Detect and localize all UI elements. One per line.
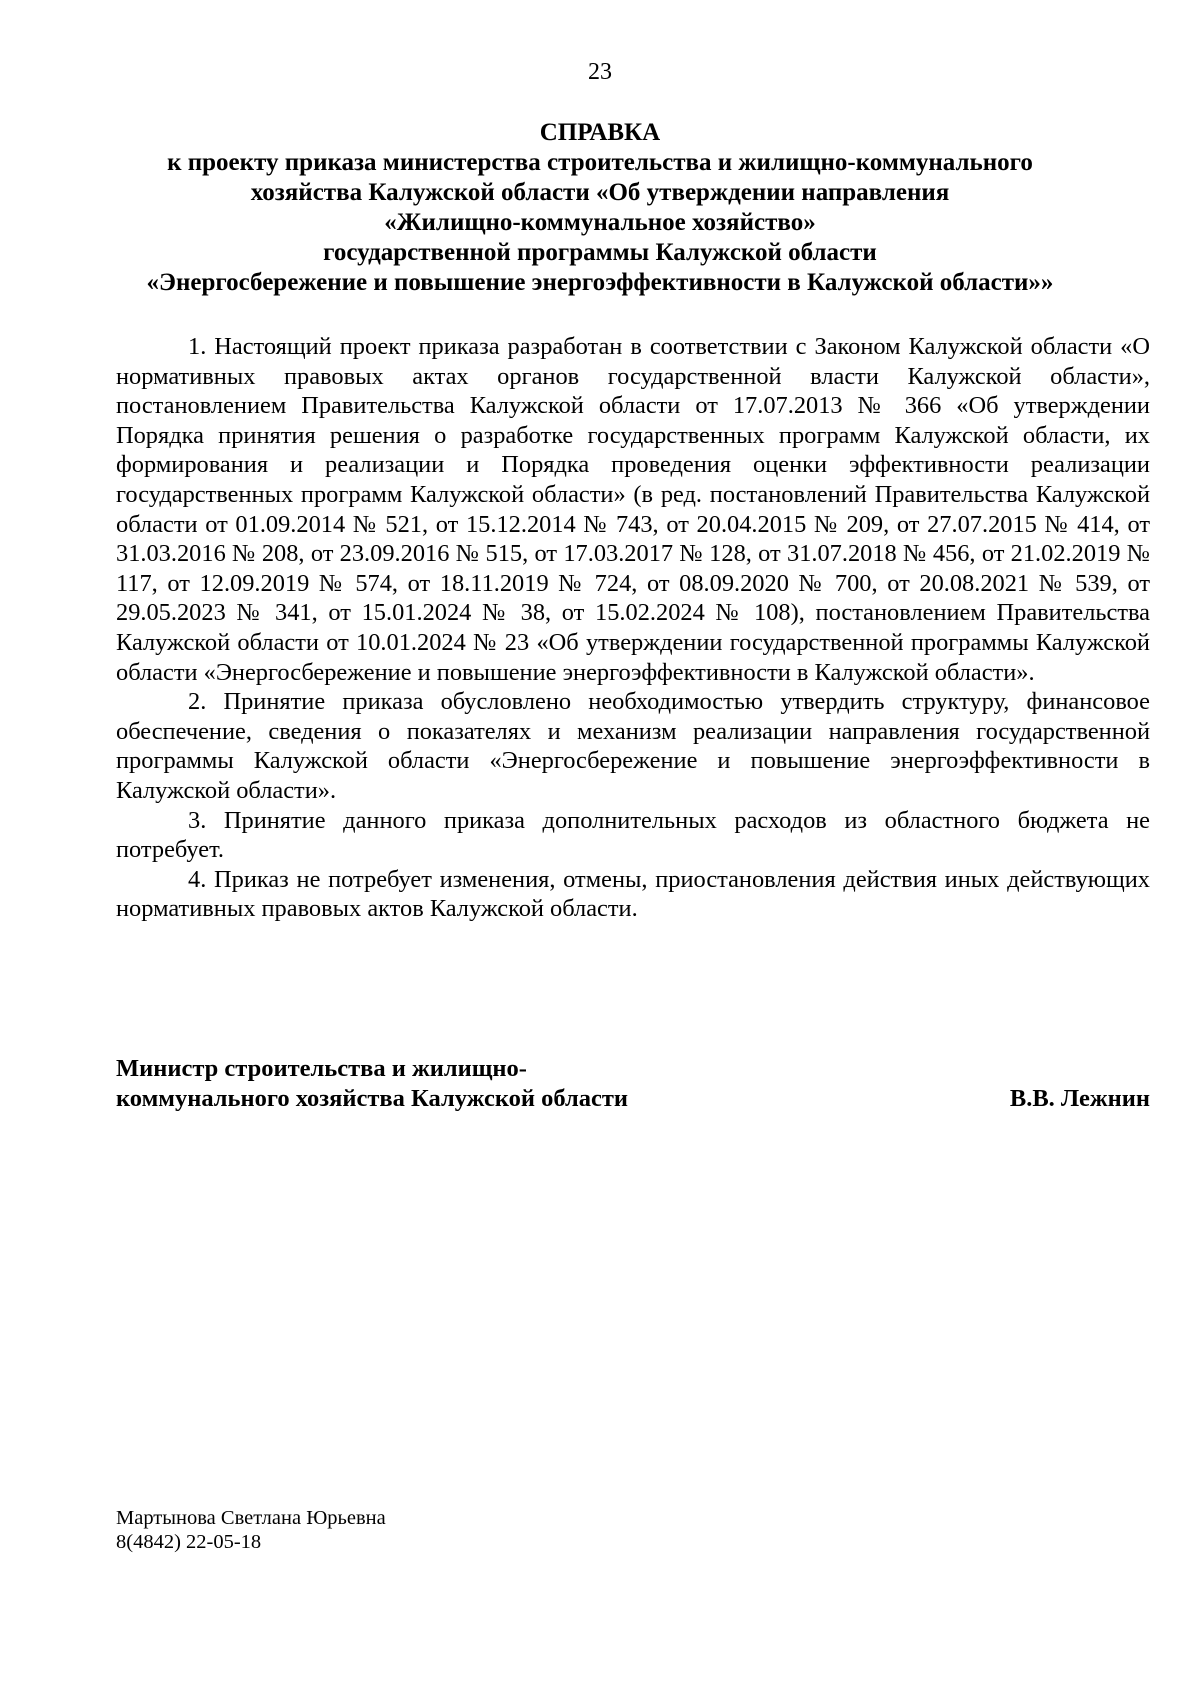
document-title: СПРАВКА	[539, 119, 661, 146]
page-number: 23	[588, 59, 612, 85]
subtitle-line-3: «Жилищно-коммунальное хозяйство»	[384, 209, 816, 236]
document-header	[100, 118, 1100, 298]
signer-name: В.В. Лежнин	[1009, 1084, 1150, 1112]
signature-block	[116, 1054, 1150, 1113]
paragraph-3: 3. Принятие данного приказа дополнительных расходов из областного бюджета не потребует.	[116, 806, 1150, 864]
paragraph-4: 4. Приказ не потребует изменения, отмены, приостановления действия иных действующих нормативных правовых актов Калужской области.	[116, 865, 1150, 923]
subtitle-line-4: государственной программы Калужской области	[323, 239, 877, 266]
subtitle-line-1: к проекту приказа министерства строительства и жилищно-коммунального	[167, 149, 1033, 176]
contact-phone: 8(4842) 22-05-18	[116, 1531, 262, 1553]
signer-role-line-2: коммунального хозяйства Калужской области	[116, 1084, 629, 1112]
contact-person: Мартынова Светлана Юрьевна	[116, 1507, 386, 1529]
paragraph-2: 2. Принятие приказа обусловлено необходимостью утвердить структуру, финансовое обеспечение, сведения о показателях и механизм реализации направления государственной программы Калужской области «Энергосбережение и повышение энергоэффективности в Калужской области».	[116, 688, 1150, 804]
subtitle-line-2: хозяйства Калужской области «Об утверждении направления	[250, 179, 950, 206]
signer-role-line-1: Министр строительства и жилищно-	[116, 1055, 527, 1082]
subtitle-line-5: «Энергосбережение и повышение энергоэффективности в Калужской области»»	[146, 269, 1054, 296]
document-body	[116, 332, 1150, 924]
contact-block	[116, 1506, 386, 1554]
paragraph-1: 1. Настоящий проект приказа разработан в соответствии с Законом Калужской области «О нормативных правовых актах органов государственной власти Калужской области», постановлением Правительства Калужской области от 17.07.2013 № 366 «Об утверждении Порядка принятия решения о разработке государственных программ Калужской области, их формирования и реализации и Порядка проведения оценки эффективности реализации государственных программ Калужской области» (в ред. постановлений Правительства Калужской области от 01.09.2014 № 521, от 15.12.2014 № 743, от 20.04.2015 № 209, от 27.07.2015 № 414, от 31.03.2016 № 208, от 23.09.2016 № 515, от 17.03.2017 № 128, от 31.07.2018 № 456, от 21.02.2019 № 117, от 12.09.2019 № 574, от 18.11.2019 № 724, от 08.09.2020 № 700, от 20.08.2021 № 539, от 29.05.2023 № 341, от 15.01.2024 № 38, от 15.02.2024 № 108), постановлением Правительства Калужской области от 10.01.2024 № 23 «Об утверждении государственной программы Калужской области «Энергосбережение и повышение энергоэффективности в Калужской области».	[116, 333, 1150, 686]
signer-role	[116, 1054, 1150, 1113]
